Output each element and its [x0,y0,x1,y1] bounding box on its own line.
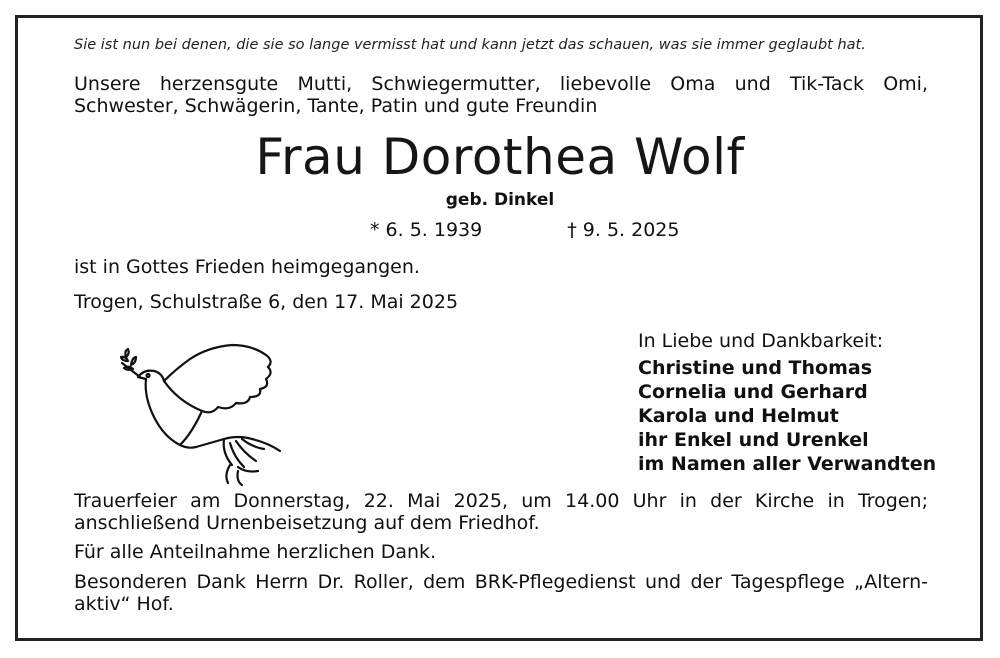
special-thanks-line-1: Besonderen Dank Herrn Dr. Roller, dem BRK-Pflegedienst und der Tagespflege „Altern- [74,571,928,593]
general-thanks: Für alle Anteilnahme herzlichen Dank. [74,541,437,563]
mourner-name: Christine und Thomas [638,357,873,379]
dove-with-olive-branch-icon [118,343,293,488]
bible-motto: Sie ist nun bei denen, die sie so lange vermisst hat und kann jetzt das schauen, was sie immer geglaubt hat. [74,37,866,53]
birth-date: * 6. 5. 1939 [370,219,483,241]
funeral-line-1: Trauerfeier am Donnerstag, 22. Mai 2025, um 14.00 Uhr in der Kirche in Trogen; [74,490,928,512]
place-date: Trogen, Schulstraße 6, den 17. Mai 2025 [74,291,459,313]
special-thanks-line-2: aktiv“ Hof. [74,593,174,615]
mourner-name: im Namen aller Verwandten [638,453,937,475]
intro-line-1: Unsere herzensgute Mutti, Schwiegermutter, liebevolle Oma und Tik-Tack Omi, [74,73,928,95]
mourner-name: ihr Enkel und Urenkel [638,429,869,451]
birth-name: geb. Dinkel [445,190,555,210]
peace-line: ist in Gottes Frieden heimgegangen. [74,256,420,278]
funeral-line-2: anschließend Urnenbeisetzung auf dem Friedhof. [74,512,540,534]
intro-line-2: Schwester, Schwägerin, Tante, Patin und gute Freundin [74,95,598,117]
mourner-name: Cornelia und Gerhard [638,381,868,403]
mourner-name: Karola und Helmut [638,405,839,427]
mourners-list [638,356,936,476]
life-dates [370,219,679,241]
death-date: † 9. 5. 2025 [567,219,680,241]
mourners-heading: In Liebe und Dankbarkeit: [638,330,884,352]
deceased-name: Frau Dorothea Wolf [255,128,745,186]
